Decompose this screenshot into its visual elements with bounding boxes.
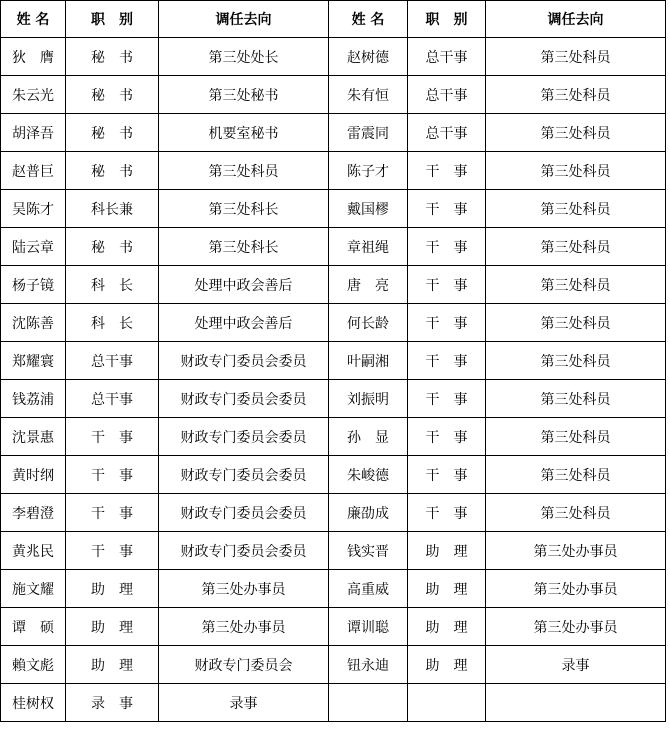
- name-cell: 吴陈才: [1, 190, 66, 228]
- name-cell: 陈子才: [329, 152, 408, 190]
- table-row: [1, 304, 666, 342]
- position-cell: 干 事: [408, 228, 486, 266]
- name-cell: 刘振明: [329, 380, 408, 418]
- name-cell: 赵普巨: [1, 152, 66, 190]
- destination-cell: 财政专门委员会委员: [159, 494, 329, 532]
- name-cell: 施文耀: [1, 570, 66, 608]
- table-row: [1, 228, 666, 266]
- header-position-right: 职 别: [408, 1, 486, 38]
- destination-cell: 录事: [486, 646, 666, 684]
- name-cell: 朱峻德: [329, 456, 408, 494]
- table-row: [1, 152, 666, 190]
- name-cell: 钱荔浦: [1, 380, 66, 418]
- table-row: [1, 190, 666, 228]
- name-cell: 朱云光: [1, 76, 66, 114]
- table-row: [1, 76, 666, 114]
- destination-cell: 机要室秘书: [159, 114, 329, 152]
- position-cell: 助 理: [408, 646, 486, 684]
- position-cell: 秘 书: [66, 114, 159, 152]
- destination-cell: 处理中政会善后: [159, 266, 329, 304]
- table-row: [1, 114, 666, 152]
- name-cell: 沈景惠: [1, 418, 66, 456]
- destination-cell: 第三处科员: [486, 304, 666, 342]
- name-cell: 章祖绳: [329, 228, 408, 266]
- position-cell: 科长兼: [66, 190, 159, 228]
- name-cell: 杨子镜: [1, 266, 66, 304]
- header-name-right: 姓 名: [329, 1, 408, 38]
- position-cell: 秘 书: [66, 76, 159, 114]
- name-cell: [329, 684, 408, 722]
- position-cell: 干 事: [408, 304, 486, 342]
- position-cell: 助 理: [408, 532, 486, 570]
- position-cell: 助 理: [66, 570, 159, 608]
- name-cell: 胡泽吾: [1, 114, 66, 152]
- name-cell: 戴国樛: [329, 190, 408, 228]
- header-name-left: 姓 名: [1, 1, 66, 38]
- destination-cell: 第三处科长: [159, 190, 329, 228]
- name-cell: 谭 硕: [1, 608, 66, 646]
- position-cell: 干 事: [408, 266, 486, 304]
- position-cell: 助 理: [408, 608, 486, 646]
- destination-cell: 第三处科员: [486, 228, 666, 266]
- position-cell: 秘 书: [66, 228, 159, 266]
- position-cell: 总干事: [66, 342, 159, 380]
- destination-cell: 第三处办事员: [159, 608, 329, 646]
- name-cell: 何长龄: [329, 304, 408, 342]
- position-cell: 干 事: [408, 494, 486, 532]
- table-row: [1, 456, 666, 494]
- position-cell: 干 事: [408, 380, 486, 418]
- name-cell: 黄兆民: [1, 532, 66, 570]
- destination-cell: 第三处科员: [486, 38, 666, 76]
- name-cell: 沈陈善: [1, 304, 66, 342]
- destination-cell: 第三处办事员: [486, 570, 666, 608]
- destination-cell: 第三处科员: [486, 190, 666, 228]
- name-cell: 钮永迪: [329, 646, 408, 684]
- destination-cell: 第三处科长: [159, 228, 329, 266]
- name-cell: 廉劭成: [329, 494, 408, 532]
- position-cell: 助 理: [66, 646, 159, 684]
- destination-cell: 第三处处长: [159, 38, 329, 76]
- name-cell: 陆云章: [1, 228, 66, 266]
- name-cell: 唐 亮: [329, 266, 408, 304]
- destination-cell: 第三处科员: [486, 266, 666, 304]
- position-cell: 干 事: [66, 494, 159, 532]
- table-row: [1, 608, 666, 646]
- name-cell: 黄时纲: [1, 456, 66, 494]
- name-cell: 賴文彪: [1, 646, 66, 684]
- table-row: [1, 38, 666, 76]
- name-cell: 叶嗣湘: [329, 342, 408, 380]
- destination-cell: 财政专门委员会委员: [159, 532, 329, 570]
- table-row: [1, 494, 666, 532]
- name-cell: 狄 膺: [1, 38, 66, 76]
- position-cell: 总干事: [408, 76, 486, 114]
- position-cell: 干 事: [408, 418, 486, 456]
- position-cell: 助 理: [66, 608, 159, 646]
- header-row: [1, 1, 666, 38]
- name-cell: 钱实晋: [329, 532, 408, 570]
- destination-cell: 第三处办事员: [486, 608, 666, 646]
- destination-cell: 第三处秘书: [159, 76, 329, 114]
- position-cell: 科 长: [66, 304, 159, 342]
- destination-cell: 第三处办事员: [486, 532, 666, 570]
- table-row: [1, 342, 666, 380]
- destination-cell: 第三处科员: [486, 494, 666, 532]
- destination-cell: 第三处办事员: [159, 570, 329, 608]
- destination-cell: 第三处科员: [486, 380, 666, 418]
- destination-cell: 第三处科员: [486, 418, 666, 456]
- name-cell: 谭训聪: [329, 608, 408, 646]
- destination-cell: 录事: [159, 684, 329, 722]
- table-row: [1, 684, 666, 722]
- destination-cell: 第三处科员: [486, 456, 666, 494]
- name-cell: 赵树德: [329, 38, 408, 76]
- position-cell: 干 事: [66, 418, 159, 456]
- position-cell: 干 事: [408, 456, 486, 494]
- destination-cell: 财政专门委员会: [159, 646, 329, 684]
- destination-cell: 第三处科员: [159, 152, 329, 190]
- position-cell: [408, 684, 486, 722]
- destination-cell: 第三处科员: [486, 152, 666, 190]
- name-cell: 孙 显: [329, 418, 408, 456]
- table-row: [1, 266, 666, 304]
- position-cell: 助 理: [408, 570, 486, 608]
- name-cell: 雷震同: [329, 114, 408, 152]
- table-row: [1, 532, 666, 570]
- position-cell: 科 长: [66, 266, 159, 304]
- header-destination-right: 调任去向: [486, 1, 666, 38]
- header-destination-left: 调任去向: [159, 1, 329, 38]
- name-cell: 李碧澄: [1, 494, 66, 532]
- table-row: [1, 646, 666, 684]
- position-cell: 干 事: [66, 456, 159, 494]
- destination-cell: 财政专门委员会委员: [159, 380, 329, 418]
- name-cell: 朱有恒: [329, 76, 408, 114]
- header-position-left: 职 别: [66, 1, 159, 38]
- name-cell: 桂树权: [1, 684, 66, 722]
- destination-cell: 处理中政会善后: [159, 304, 329, 342]
- table-row: [1, 418, 666, 456]
- position-cell: 总干事: [408, 38, 486, 76]
- table-body: [1, 38, 666, 722]
- position-cell: 干 事: [408, 342, 486, 380]
- position-cell: 秘 书: [66, 152, 159, 190]
- position-cell: 总干事: [408, 114, 486, 152]
- destination-cell: 财政专门委员会委员: [159, 342, 329, 380]
- position-cell: 干 事: [66, 532, 159, 570]
- position-cell: 总干事: [66, 380, 159, 418]
- name-cell: 高重威: [329, 570, 408, 608]
- destination-cell: 第三处科员: [486, 342, 666, 380]
- name-cell: 郑耀寰: [1, 342, 66, 380]
- destination-cell: 财政专门委员会委员: [159, 418, 329, 456]
- table-row: [1, 380, 666, 418]
- destination-cell: 财政专门委员会委员: [159, 456, 329, 494]
- position-cell: 录 事: [66, 684, 159, 722]
- position-cell: 干 事: [408, 190, 486, 228]
- destination-cell: [486, 684, 666, 722]
- position-cell: 秘 书: [66, 38, 159, 76]
- destination-cell: 第三处科员: [486, 114, 666, 152]
- table-row: [1, 570, 666, 608]
- destination-cell: 第三处科员: [486, 76, 666, 114]
- position-cell: 干 事: [408, 152, 486, 190]
